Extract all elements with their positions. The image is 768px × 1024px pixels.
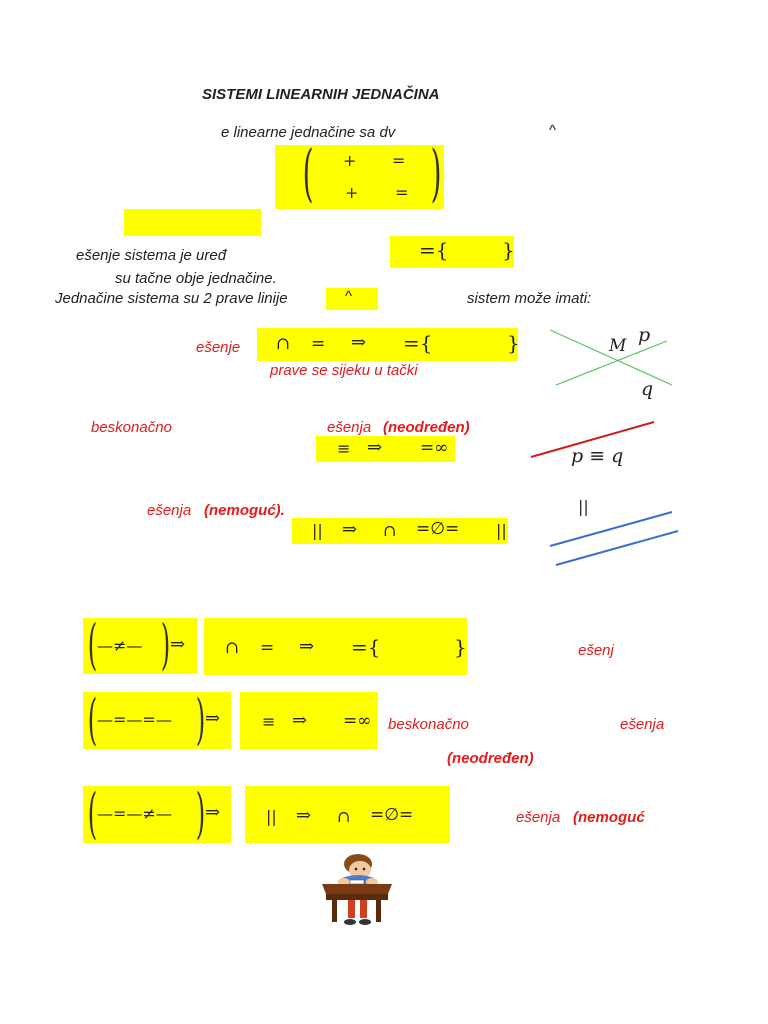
case3-cap: ∩: [383, 521, 397, 540]
rule2-left-paren: (: [87, 688, 98, 751]
case1-label: ešenje: [196, 339, 241, 356]
rule1-eq: =: [260, 638, 275, 658]
lines-wedge: ^: [345, 288, 353, 305]
intro-text: e linearne jednačine sa dv: [221, 124, 396, 141]
rule3-text-b: (nemoguć: [573, 809, 645, 826]
lines-text-right: sistem može imati:: [467, 290, 592, 307]
case2-infinity: =∞: [420, 438, 449, 458]
rule1-set-close: }: [454, 635, 467, 659]
case2-implies: ⇒: [367, 437, 383, 458]
case2-label-left: beskonačno: [91, 419, 172, 436]
rule3-empty: =∅=: [370, 805, 414, 825]
rule1-set-open: ={: [351, 635, 381, 659]
case3-parallel: ||: [312, 521, 323, 540]
solution-set-close: }: [502, 238, 515, 262]
coincident-label: p ≡ q: [571, 445, 624, 467]
rule1-arrow: ⇒: [170, 634, 186, 655]
case3-empty: =∅=: [416, 519, 460, 539]
rule1-implies: ⇒: [299, 636, 315, 657]
rule1-left-paren: (: [87, 613, 98, 676]
case1-cap: ∩: [276, 334, 291, 354]
solution-set-box: [390, 236, 514, 268]
rule3-cap: ∩: [337, 807, 351, 826]
point-m-label: M: [609, 336, 627, 356]
system-row1-plus: +: [343, 151, 357, 170]
rule2-arrow: ⇒: [205, 708, 221, 729]
system-box: [275, 145, 444, 209]
rule2-right-paren: ): [195, 688, 206, 751]
solution-set-open: ={: [419, 238, 449, 262]
case1-implies: ⇒: [351, 332, 367, 353]
rule3-right-paren: ): [195, 782, 206, 845]
case3-formula-box: [292, 518, 508, 544]
empty-highlight: [124, 209, 261, 236]
rule3-arrow: ⇒: [205, 802, 221, 823]
rule3-text-a: ešenja: [516, 809, 561, 826]
rule2-implies: ⇒: [292, 710, 308, 731]
rule3-condition: —=—≠—: [97, 804, 172, 823]
case3-implies: ⇒: [342, 519, 358, 540]
solution-text-2: su tačne obje jednačine.: [115, 270, 277, 287]
rule3-left-paren: (: [87, 782, 98, 845]
line-p-label: p: [638, 324, 651, 346]
system-row1-eq: =: [392, 151, 406, 170]
rule3-implies: ⇒: [296, 805, 312, 826]
case1-eq: =: [311, 334, 326, 354]
solution-text-1: ešenje sistema je uređ: [76, 247, 227, 264]
rule2-text-a: beskonačno: [388, 716, 469, 733]
case2-label-right-b: (neodređen): [383, 419, 470, 436]
rule2-condition: —=—=—: [97, 710, 172, 729]
rule2-text-b: ešenja: [620, 716, 665, 733]
case2-equiv: ≡: [337, 439, 351, 458]
rule1-cap: ∩: [225, 638, 240, 658]
case3-label-b: (nemoguć).: [204, 502, 285, 519]
rule2-text-c: (neodređen): [447, 750, 534, 767]
line-q-label: q: [641, 378, 654, 400]
lines-text: Jednačine sistema su 2 prave linije: [55, 290, 288, 307]
student-at-desk-icon: [318, 850, 396, 930]
system-row2-plus: +: [345, 183, 359, 202]
page-title: SISTEMI LINEARNIH JEDNAČINA: [202, 86, 440, 103]
rule3-parallel: ||: [266, 807, 277, 826]
rule1-condition: —≠—: [97, 636, 143, 655]
case3-parallel-2: ||: [496, 521, 507, 540]
case2-label-right-a: ešenja: [327, 419, 372, 436]
case1-formula-box: [257, 328, 518, 361]
case3-label-a: ešenja: [147, 502, 192, 519]
intro-wedge: ^: [549, 122, 557, 139]
rule1-formula-box: [204, 618, 467, 675]
system-row2-eq: =: [395, 183, 409, 202]
rule1-right-paren: ): [160, 613, 171, 676]
parallel-fig-label: ||: [578, 497, 589, 516]
rule2-equiv: ≡: [262, 712, 276, 731]
rule2-infinity: =∞: [343, 711, 372, 731]
case1-set-close: }: [507, 331, 520, 355]
rule1-text: ešenj: [578, 642, 614, 659]
case1-caption: prave se sijeku u tački: [270, 362, 418, 379]
system-right-paren: ): [430, 136, 442, 209]
parallel-lines-figure: [548, 508, 683, 568]
case1-set-open: ={: [403, 331, 433, 355]
system-left-paren: (: [302, 136, 314, 209]
